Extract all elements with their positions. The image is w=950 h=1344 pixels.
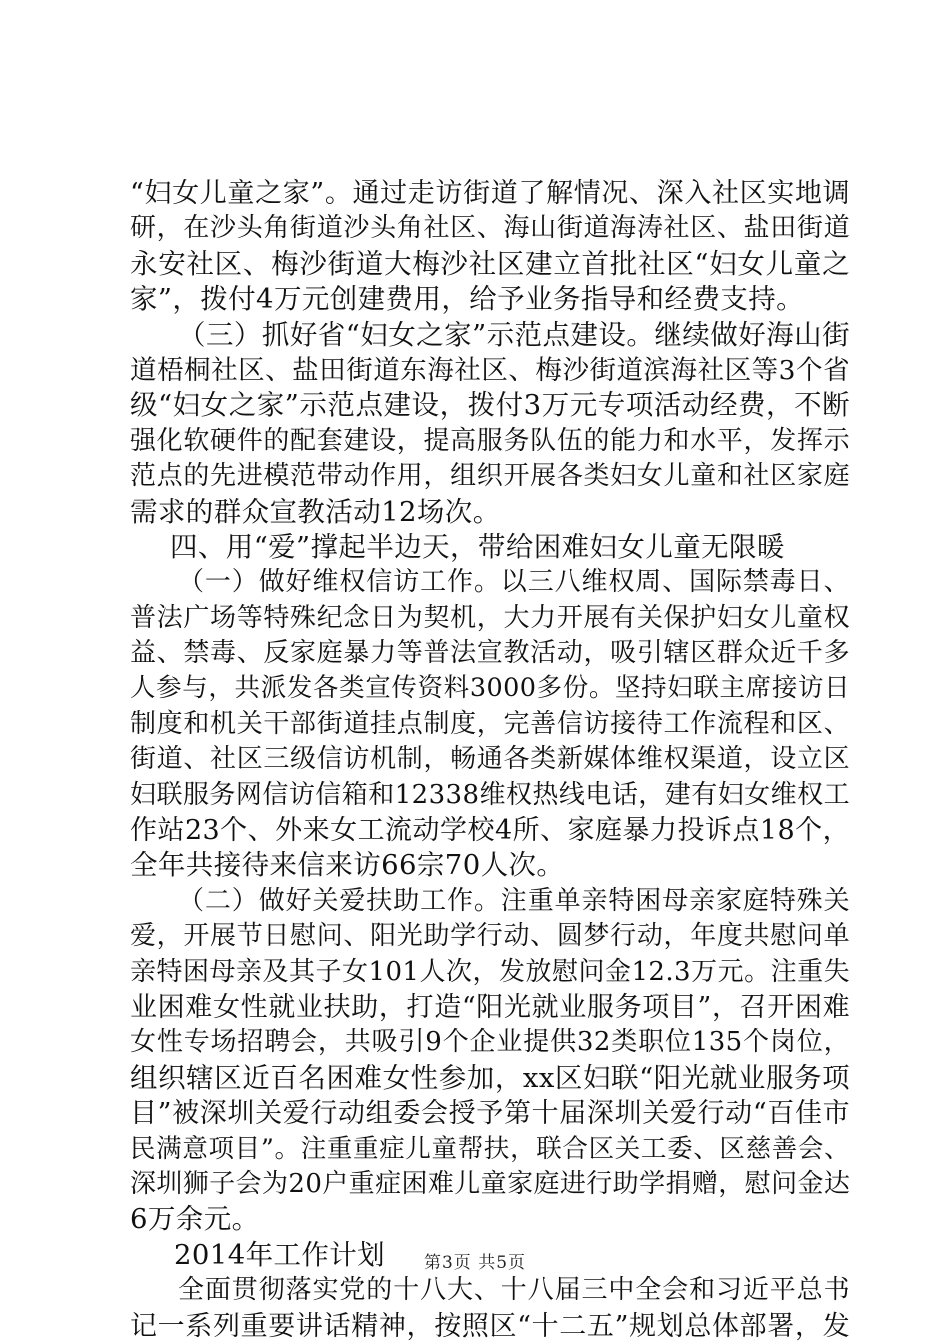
text-line: 街道、社区三级信访机制，畅通各类新媒体维权渠道，设立区 (130, 744, 850, 775)
paragraph-start-line: 全面贯彻落实党的十八大、十八届三中全会和习近平总书 (178, 1275, 850, 1306)
text-line: 女性专场招聘会，共吸引9个企业提供32类职位135个岗位， (130, 1027, 850, 1058)
text-line: 益、禁毒、反家庭暴力等普法宣教活动，吸引辖区群众近千多 (130, 638, 850, 669)
text-line: 家”，拨付4万元创建费用，给予业务指导和经费支持。 (130, 283, 805, 316)
text-line: 目”被深圳关爱行动组委会授予第十届深圳关爱行动“百佳市 (130, 1098, 850, 1130)
text-line: 研，在沙头角街道沙头角社区、海山街道海涛社区、盐田街道 (130, 213, 850, 244)
text-line: 强化软硬件的配套建设，提高服务队伍的能力和水平，发挥示 (130, 425, 850, 456)
text-line: 普法广场等特殊纪念日为契机，大力开展有关保护妇女儿童权 (130, 602, 850, 633)
section-heading: 2014年工作计划 (174, 1238, 386, 1271)
text-line: 业困难女性就业扶助，打造“阳光就业服务项目”，召开困难 (130, 991, 850, 1023)
text-line: 民满意项目”。注重重症儿童帮扶，联合区关工委、区慈善会、 (130, 1133, 850, 1164)
text-line: 爱，开展节日慰问、阳光助学行动、圆梦行动，年度共慰问单 (130, 921, 850, 952)
text-line: 记一系列重要讲话精神，按照区“十二五”规划总体部署，发 (130, 1310, 850, 1342)
text-line: 需求的群众宣教活动12场次。 (130, 495, 501, 528)
text-line: 范点的先进模范带动作用，组织开展各类妇女儿童和社区家庭 (130, 461, 850, 492)
page-number-footer: 第3页 共5页 (423, 1253, 527, 1273)
text-line: “妇女儿童之家”。通过走访街道了解情况、深入社区实地调 (130, 178, 850, 209)
paragraph-start-line: （二）做好关爱扶助工作。注重单亲特困母亲家庭特殊关 (178, 885, 850, 916)
text-line: 永安社区、梅沙街道大梅沙社区建立首批社区“妇女儿童之 (130, 247, 850, 280)
section-heading: 四、用“爱”撑起半边天，带给困难妇女儿童无限暖 (170, 530, 785, 563)
text-line: 妇联服务网信访信箱和12338维权热线电话，建有妇女维权工 (130, 779, 850, 810)
text-line: 深圳狮子会为20户重症困难儿童家庭进行助学捐赠，慰问金达 (130, 1168, 851, 1199)
text-line: 亲特困母亲及其子女101人次，发放慰问金12.3万元。注重失 (130, 956, 850, 987)
text-line: 作站23个、外来女工流动学校4所、家庭暴力投诉点18个， (130, 815, 850, 847)
text-line: 全年共接待来信来访66宗70人次。 (130, 849, 565, 882)
text-line: 制度和机关干部街道挂点制度，完善信访接待工作流程和区、 (130, 708, 850, 739)
text-line: 6万余元。 (130, 1203, 260, 1236)
document-body (130, 176, 850, 1344)
text-line: 级“妇女之家”示范点建设，拨付3万元专项活动经费，不断 (130, 389, 850, 422)
paragraph-start-line: （一）做好维权信访工作。以三八维权周、国际禁毒日、 (178, 567, 850, 598)
paragraph-start-line: （三）抓好省“妇女之家”示范点建设。继续做好海山街 (178, 318, 850, 351)
text-line: 道梧桐社区、盐田街道东海社区、梅沙街道滨海社区等3个省 (130, 354, 850, 386)
text-line: 人参与，共派发各类宣传资料3000多份。坚持妇联主席接访日 (130, 673, 850, 704)
text-line: 组织辖区近百名困难女性参加，xx区妇联“阳光就业服务项 (130, 1061, 850, 1094)
